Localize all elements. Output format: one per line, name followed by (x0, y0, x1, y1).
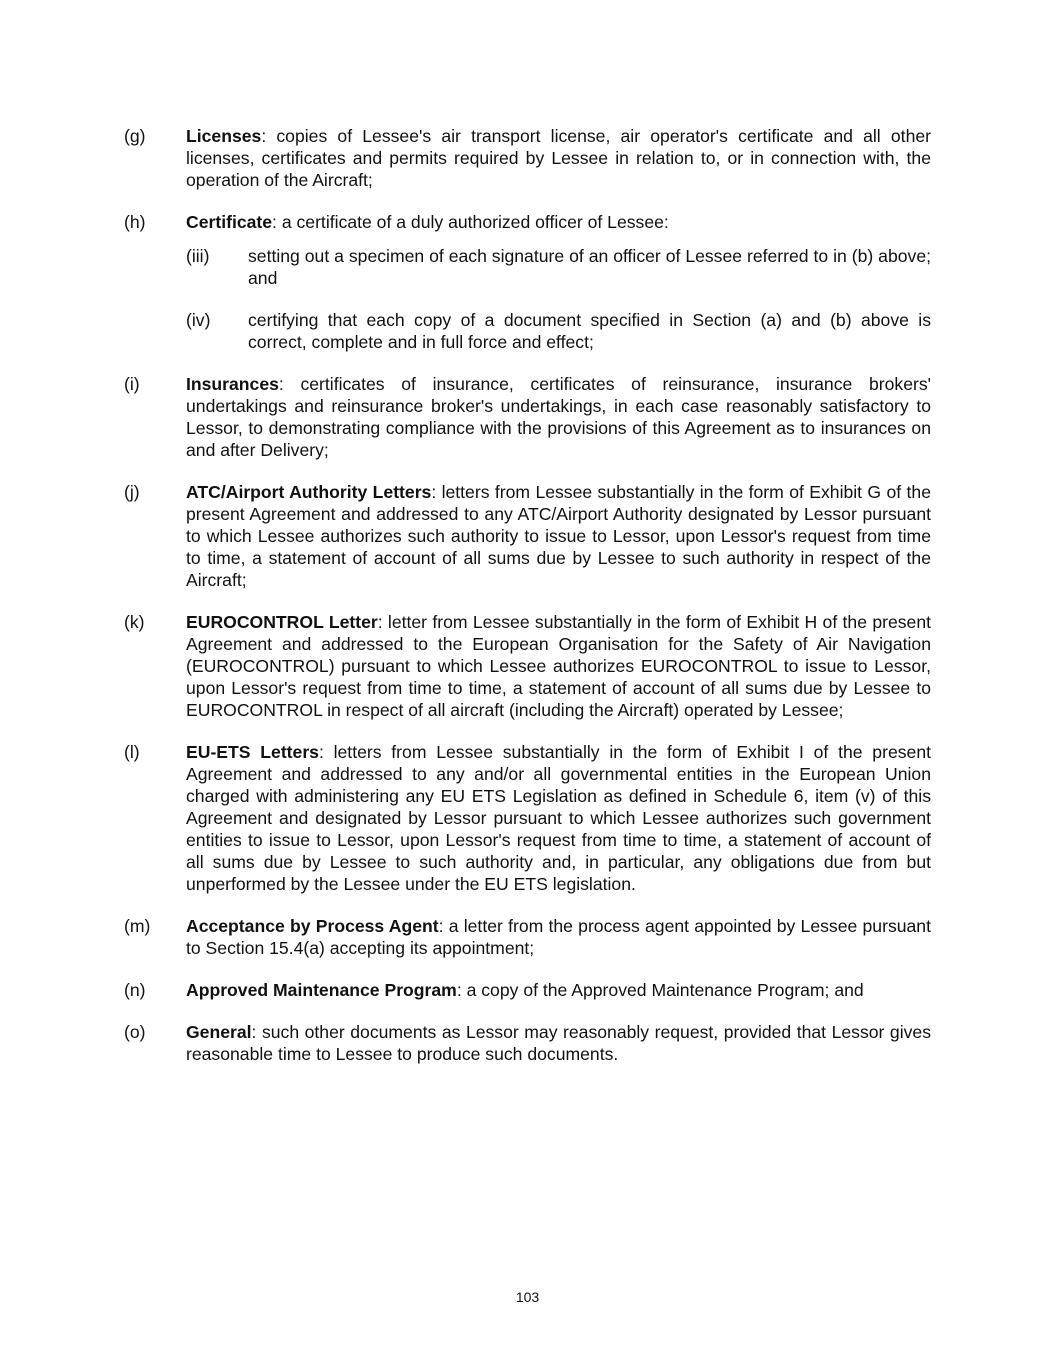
item-term: Acceptance by Process Agent (186, 916, 439, 936)
item-term: Insurances (186, 374, 279, 394)
list-item-j (124, 481, 931, 591)
sub-item-marker: (iii) (186, 246, 210, 266)
sub-item-iv (186, 309, 931, 353)
sub-item-text: setting out a specimen of each signature of an officer of Lessee referred to in (b) above; and (248, 246, 931, 288)
item-marker: (i) (124, 374, 140, 394)
sub-item-iii (186, 245, 931, 289)
sub-item-marker: (iv) (186, 310, 211, 330)
item-marker: (m) (124, 916, 151, 936)
item-text: : letters from Lessee substantially in the form of Exhibit I of the present Agreement and addressed to any and/or all governmental entities in the European Union charged with administering any EU ETS Legislation as defined in Schedule 6, item (v) of this Agreement and designated by Lessor pursuant to which Lessee authorizes such government entities to issue to Lessor, upon Lessor's request from time to time, a statement of account of all sums due by Lessee to such authority and, in particular, any obligations due from but unperformed by the Lessee under the EU ETS legislation. (186, 742, 931, 894)
item-marker: (k) (124, 612, 145, 632)
item-term: General (186, 1022, 252, 1042)
item-text: : a copy of the Approved Maintenance Program; and (456, 980, 864, 1000)
item-marker: (o) (124, 1022, 146, 1042)
sub-item-text: certifying that each copy of a document specified in Section (a) and (b) above is correct, complete and in full force and effect; (248, 310, 931, 352)
item-term: Certificate (186, 212, 273, 232)
list-item-k (124, 611, 931, 721)
list-item-n (124, 979, 931, 1001)
item-text: : a letter from the process agent appointed by Lessee pursuant to Section 15.4(a) accepting its appointment; (186, 916, 931, 958)
list-item-g (124, 125, 931, 191)
item-text: : letter from Lessee substantially in the form of Exhibit H of the present Agreement and addressed to the European Organisation for the Safety of Air Navigation (EUROCONTROL) pursuant to which Lessee authorizes EUROCONTROL to issue to Lessor, upon Lessor's request from time to time, a statement of account of all sums due by Lessee to EUROCONTROL in respect of all aircraft (including the Aircraft) operated by Lessee; (186, 612, 931, 720)
list-item-o (124, 1021, 931, 1065)
list-item-m (124, 915, 931, 959)
item-text: : copies of Lessee's air transport license, air operator's certificate and all other licenses, certificates and permits required by Lessee in relation to, or in connection with, the operation of the Aircraft; (186, 126, 931, 190)
item-text: : certificates of insurance, certificates of reinsurance, insurance brokers' undertakings and reinsurance broker's undertakings, in each case reasonably satisfactory to Lessor, to demonstrating compliance with the provisions of this Agreement as to insurances on and after Delivery; (186, 374, 931, 460)
item-marker: (g) (124, 126, 146, 146)
document-body (124, 125, 931, 1085)
item-term: Approved Maintenance Program (186, 980, 457, 1000)
item-term: EU-ETS Letters (186, 742, 319, 762)
item-marker: (h) (124, 212, 146, 232)
item-term: EUROCONTROL Letter (186, 612, 378, 632)
list-item-i (124, 373, 931, 461)
list-item-l (124, 741, 931, 895)
item-marker: (j) (124, 482, 140, 502)
item-text: : a certificate of a duly authorized officer of Lessee: (272, 212, 669, 232)
item-term: ATC/Airport Authority Letters (186, 482, 432, 502)
list-item-h (124, 211, 931, 353)
item-text: : letters from Lessee substantially in the form of Exhibit G of the present Agreement and addressed to any ATC/Airport Authority designated by Lessor pursuant to which Lessee authorizes such authority to issue to Lessor, upon Lessor's request from time to time, a statement of account of all sums due by Lessee to such authority in respect of the Aircraft; (186, 482, 931, 590)
item-marker: (n) (124, 980, 146, 1000)
page-number: 103 (515, 1289, 540, 1305)
item-term: Licenses (186, 126, 262, 146)
item-marker: (l) (124, 742, 140, 762)
item-text: : such other documents as Lessor may reasonably request, provided that Lessor gives reasonable time to Lessee to produce such documents. (186, 1022, 931, 1064)
